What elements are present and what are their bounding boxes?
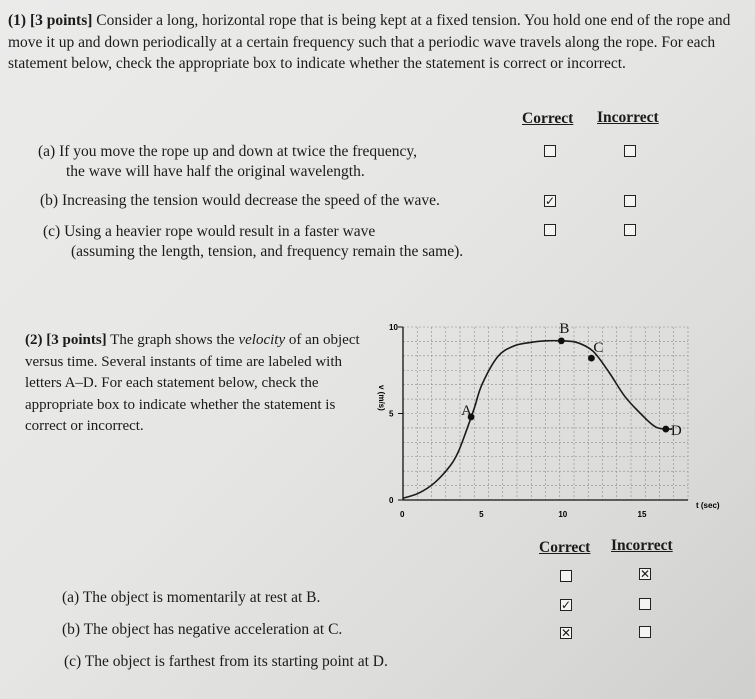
q2-statement-c: (c) The object is farthest from its starting point at D. bbox=[64, 653, 388, 670]
q2-correct-header: Correct bbox=[539, 539, 591, 556]
q2-statement-b: (b) The object has negative acceleration at C. bbox=[62, 621, 343, 638]
point-d-marker bbox=[662, 426, 669, 433]
q2a-incorrect-checkbox[interactable]: ✕ bbox=[640, 567, 651, 581]
q2a-correct-checkbox[interactable] bbox=[560, 570, 572, 582]
point-b-marker bbox=[558, 337, 565, 344]
q1-statement-b: (b) Increasing the tension would decrease the speed of the wave. bbox=[40, 192, 440, 209]
q1-incorrect-header: Incorrect bbox=[597, 109, 659, 126]
y-axis-label: v (m/s) bbox=[377, 385, 386, 411]
question-1-number: (1) [3 points] bbox=[8, 12, 93, 29]
x-tick-label: 15 bbox=[637, 510, 647, 519]
y-tick-label: 5 bbox=[389, 409, 394, 419]
q1a-incorrect-checkbox[interactable] bbox=[624, 145, 636, 157]
q2b-incorrect-checkbox[interactable] bbox=[639, 598, 651, 610]
q1b-correct-checkbox[interactable]: ✓ bbox=[545, 194, 556, 208]
graph-tick-labels bbox=[389, 320, 647, 519]
q2c-incorrect-checkbox[interactable] bbox=[639, 626, 651, 638]
point-c-label: C bbox=[593, 340, 604, 357]
q1-correct-header: Correct bbox=[522, 110, 574, 127]
velocity-time-graph bbox=[360, 315, 740, 530]
x-tick-label: 5 bbox=[479, 510, 484, 519]
velocity-curve bbox=[403, 341, 672, 499]
point-d-label: D bbox=[670, 423, 682, 440]
q1a-correct-checkbox[interactable] bbox=[544, 145, 556, 157]
q1c-incorrect-checkbox[interactable] bbox=[624, 224, 636, 236]
q1b-incorrect-checkbox[interactable] bbox=[624, 195, 636, 207]
q1-statement-c: (c) Using a heavier rope would result in a faster wave (assuming the length, tension, and frequency remain the same). bbox=[43, 223, 464, 260]
q2-incorrect-header: Incorrect bbox=[611, 537, 673, 554]
q2b-correct-checkbox[interactable]: ✓ bbox=[561, 598, 572, 612]
y-tick-label: 0 bbox=[389, 496, 394, 505]
q1-statement-a: (a) If you move the rope up and down at twice the frequency, the wave will have half the original wavelength. bbox=[38, 143, 418, 180]
question-1-prompt bbox=[8, 10, 738, 75]
q1c-correct-checkbox[interactable] bbox=[544, 224, 556, 236]
x-axis-label: t (sec) bbox=[696, 501, 720, 510]
y-tick-label: 10 bbox=[389, 323, 398, 332]
point-a-label: A bbox=[461, 402, 472, 419]
q2c-correct-checkbox[interactable]: ✕ bbox=[561, 626, 572, 640]
q2-statement-a: (a) The object is momentarily at rest at B. bbox=[62, 589, 321, 606]
question-2-number: (2) [3 points] bbox=[25, 332, 107, 348]
x-tick-label: 10 bbox=[558, 510, 568, 519]
graph-grid bbox=[403, 327, 688, 500]
point-b-label: B bbox=[559, 320, 570, 337]
question-1-text: Consider a long, horizontal rope that is being kept at a fixed tension. You hold one end of the rope and move it up and down periodically at a certain frequency such that a periodic wave travels along the rope. For each statement below, check the appropriate box to indicate whether the statement is correct or incorrect. bbox=[8, 12, 731, 72]
question-2-prompt: (2) [3 points] The graph shows the velocity of an object versus time. Several instants of time are labeled with letters A–D. For each statement below, check the appropriate box to indicate whether the statement is correct or incorrect. bbox=[25, 332, 360, 434]
x-tick-label: 0 bbox=[400, 510, 405, 519]
